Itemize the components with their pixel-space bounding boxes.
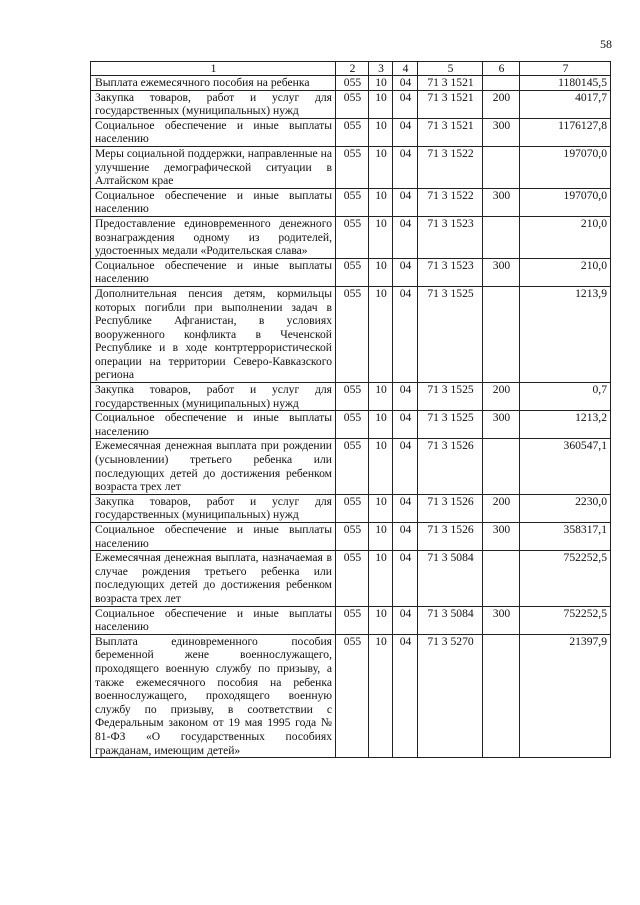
expense-type-code [483,634,520,757]
row-description: Социальное обеспечение и иные выплаты населению [91,523,336,551]
expense-type-code: 300 [483,118,520,146]
target-article-code: 71 3 1523 [418,216,483,258]
subsection-code: 04 [393,118,418,146]
column-header: 7 [520,62,611,76]
table-row [91,411,611,439]
target-article-code: 71 3 5270 [418,634,483,757]
row-amount: 360547,1 [520,439,611,494]
row-amount: 210,0 [520,216,611,258]
table-row [91,494,611,522]
row-amount: 197070,0 [520,188,611,216]
column-header: 3 [369,62,393,76]
section-code: 10 [369,76,393,91]
target-article-code: 71 3 1526 [418,494,483,522]
table-row [91,146,611,188]
section-code: 10 [369,411,393,439]
target-article-code: 71 3 1525 [418,286,483,382]
ministry-code: 055 [336,634,369,757]
row-description: Закупка товаров, работ и услуг для государственных (муниципальных) нужд [91,494,336,522]
ministry-code: 055 [336,216,369,258]
expense-type-code [483,146,520,188]
ministry-code: 055 [336,411,369,439]
column-header: 1 [91,62,336,76]
section-code: 10 [369,286,393,382]
row-amount: 197070,0 [520,146,611,188]
section-code: 10 [369,439,393,494]
subsection-code: 04 [393,411,418,439]
ministry-code: 055 [336,551,369,606]
table-row [91,523,611,551]
column-header: 6 [483,62,520,76]
section-code: 10 [369,634,393,757]
row-amount: 752252,5 [520,551,611,606]
table-row [91,286,611,382]
ministry-code: 055 [336,90,369,118]
target-article-code: 71 3 1521 [418,118,483,146]
target-article-code: 71 3 1525 [418,411,483,439]
row-amount: 1180145,5 [520,76,611,91]
row-description: Дополнительная пенсия детям, кормильцы которых погибли при выполнении задач в Республике Афганистан, в условиях вооруженного конфликта в Чеченской Республике и в ходе контртеррористической операции на территории Северо-Кавказского региона [91,286,336,382]
subsection-code: 04 [393,523,418,551]
target-article-code: 71 3 1522 [418,188,483,216]
row-description: Социальное обеспечение и иные выплаты населению [91,188,336,216]
section-code: 10 [369,90,393,118]
subsection-code: 04 [393,634,418,757]
expense-type-code [483,286,520,382]
section-code: 10 [369,523,393,551]
ministry-code: 055 [336,494,369,522]
row-description: Ежемесячная денежная выплата при рождении (усыновлении) третьего ребенка или последующих детей до достижения ребенком возраста трех лет [91,439,336,494]
subsection-code: 04 [393,606,418,634]
expense-type-code [483,551,520,606]
expense-type-code: 300 [483,188,520,216]
ministry-code: 055 [336,523,369,551]
ministry-code: 055 [336,146,369,188]
expense-type-code [483,216,520,258]
row-description: Меры социальной поддержки, направленные на улучшение демографической ситуации в Алтайском крае [91,146,336,188]
target-article-code: 71 3 1525 [418,383,483,411]
expense-type-code: 200 [483,90,520,118]
target-article-code: 71 3 1526 [418,523,483,551]
section-code: 10 [369,551,393,606]
subsection-code: 04 [393,216,418,258]
row-amount: 21397,9 [520,634,611,757]
row-amount: 1213,2 [520,411,611,439]
table-row [91,216,611,258]
ministry-code: 055 [336,76,369,91]
expense-type-code: 300 [483,523,520,551]
subsection-code: 04 [393,551,418,606]
table-row [91,439,611,494]
row-amount: 1176127,8 [520,118,611,146]
row-amount: 752252,5 [520,606,611,634]
table-row [91,188,611,216]
expense-type-code: 300 [483,606,520,634]
section-code: 10 [369,146,393,188]
table-row [91,258,611,286]
row-description: Социальное обеспечение и иные выплаты населению [91,258,336,286]
subsection-code: 04 [393,439,418,494]
table-header [91,62,611,76]
subsection-code: 04 [393,76,418,91]
column-header: 2 [336,62,369,76]
ministry-code: 055 [336,383,369,411]
expense-type-code [483,439,520,494]
column-header: 4 [393,62,418,76]
table-body [91,76,611,758]
expense-type-code: 300 [483,411,520,439]
subsection-code: 04 [393,90,418,118]
section-code: 10 [369,118,393,146]
page-number: 58 [600,37,612,51]
section-code: 10 [369,216,393,258]
row-description: Закупка товаров, работ и услуг для государственных (муниципальных) нужд [91,383,336,411]
subsection-code: 04 [393,258,418,286]
table-row [91,76,611,91]
expense-type-code [483,76,520,91]
ministry-code: 055 [336,606,369,634]
target-article-code: 71 3 1521 [418,76,483,91]
row-amount: 210,0 [520,258,611,286]
target-article-code: 71 3 1526 [418,439,483,494]
row-description: Выплата ежемесячного пособия на ребенка [91,76,336,91]
section-code: 10 [369,188,393,216]
subsection-code: 04 [393,146,418,188]
table-row [91,606,611,634]
row-description: Ежемесячная денежная выплата, назначаемая в случае рождения третьего ребенка или последующих детей до достижения ребенком возраста трех лет [91,551,336,606]
row-description: Выплата единовременного пособия беременной жене военнослужащего, проходящего военную службу по призыву, а также ежемесячного пособия на ребенка военнослужащего, проходящего военную службу по призыву, в соответствии с Федеральным законом от 19 мая 1995 года № 81-ФЗ «О государственных пособиях гражданам, имеющим детей» [91,634,336,757]
target-article-code: 71 3 1523 [418,258,483,286]
section-code: 10 [369,383,393,411]
table-row [91,551,611,606]
row-description: Социальное обеспечение и иные выплаты населению [91,411,336,439]
row-description: Социальное обеспечение и иные выплаты населению [91,118,336,146]
row-description: Социальное обеспечение и иные выплаты населению [91,606,336,634]
row-amount: 358317,1 [520,523,611,551]
section-code: 10 [369,606,393,634]
target-article-code: 71 3 1522 [418,146,483,188]
ministry-code: 055 [336,439,369,494]
table-row [91,90,611,118]
section-code: 10 [369,494,393,522]
ministry-code: 055 [336,286,369,382]
expense-type-code: 200 [483,383,520,411]
row-amount: 1213,9 [520,286,611,382]
row-amount: 2230,0 [520,494,611,522]
row-amount: 4017,7 [520,90,611,118]
subsection-code: 04 [393,286,418,382]
subsection-code: 04 [393,188,418,216]
table-row [91,383,611,411]
header-row [91,62,611,76]
row-amount: 0,7 [520,383,611,411]
subsection-code: 04 [393,494,418,522]
row-description: Закупка товаров, работ и услуг для государственных (муниципальных) нужд [91,90,336,118]
table-row [91,634,611,757]
target-article-code: 71 3 5084 [418,551,483,606]
subsection-code: 04 [393,383,418,411]
expense-type-code: 200 [483,494,520,522]
expense-type-code: 300 [483,258,520,286]
section-code: 10 [369,258,393,286]
row-description: Предоставление единовременного денежного вознаграждения одному из родителей, удостоенных медали «Родительская слава» [91,216,336,258]
table-row [91,118,611,146]
target-article-code: 71 3 1521 [418,90,483,118]
ministry-code: 055 [336,258,369,286]
column-header: 5 [418,62,483,76]
target-article-code: 71 3 5084 [418,606,483,634]
ministry-code: 055 [336,118,369,146]
ministry-code: 055 [336,188,369,216]
budget-table [90,61,611,758]
